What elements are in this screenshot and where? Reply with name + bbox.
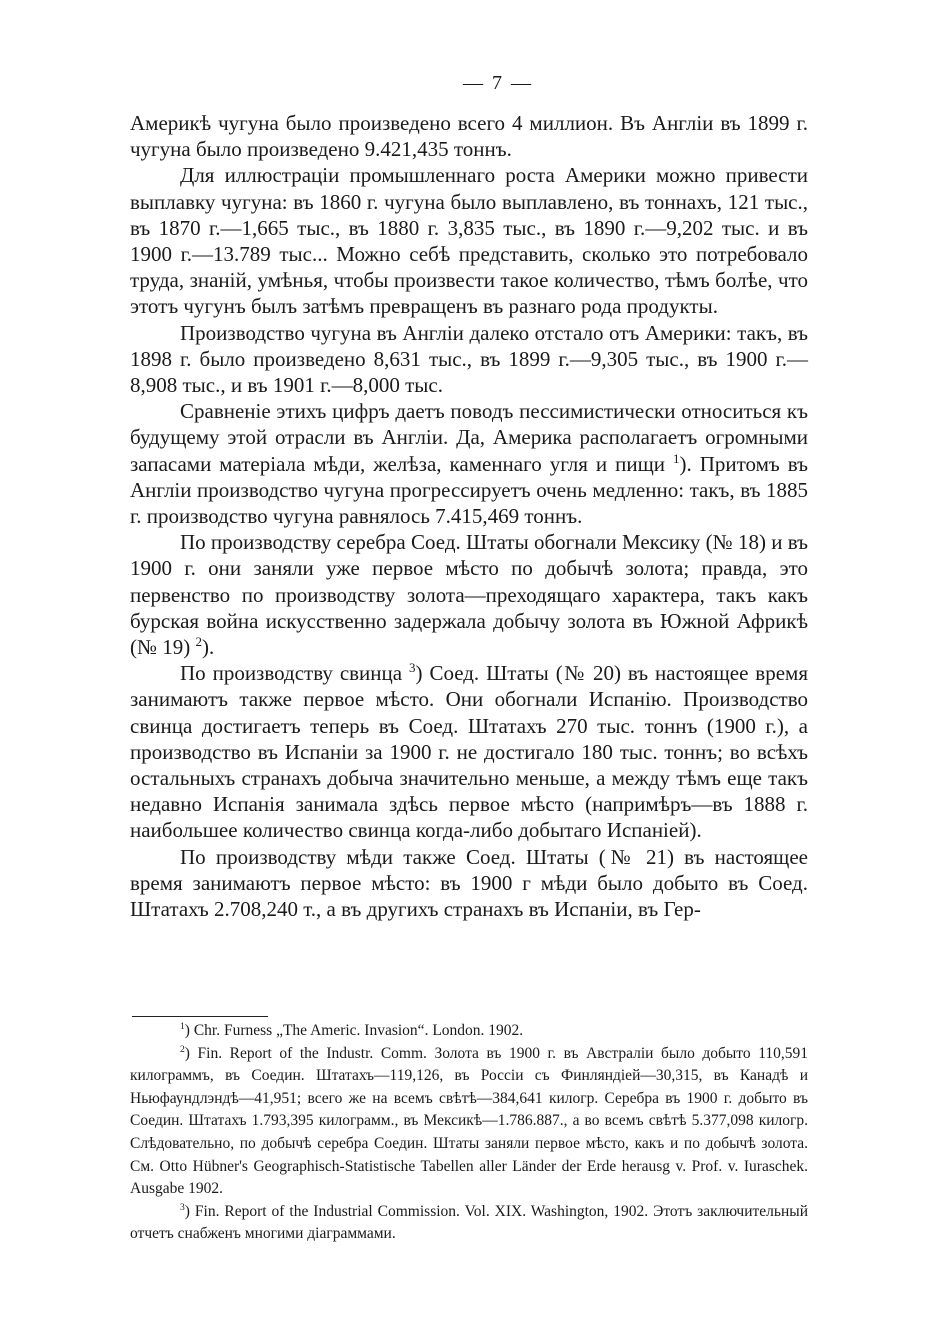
footnote (130, 1201, 808, 1246)
page-number: — 7 — (463, 72, 533, 94)
paragraph-text: По производству серебра Соед. Штаты обогнали Мексику (№ 18) и въ 1900 г. они заняли уже первое мѣсто по добычѣ золота; правда, это первенство по производству золота—преходящаго характера, такъ какъ бурская война искусственно задержала добычу золота въ Южной Африкѣ (№ 19) (130, 530, 808, 660)
paragraph-text: ) Соед. Штаты (№ 20) въ настоящее время занимаютъ также первое мѣсто. Они обогнали Испанію. Производство свинца достигаетъ теперь въ Соед. Штатахъ 270 тыс. тоннъ (1900 г.), а производство въ Испаніи за 1900 г. не достигало 180 тыс. тоннъ; во всѣхъ остальныхъ странахъ добыча значительно меньше, а между тѣмъ еще такъ недавно Испанія занимала здѣсь первое мѣсто (напримѣръ—въ 1888 г. наибольшее количество свинца когда-либо добытаго Испаніей). (130, 661, 808, 843)
footnote-divider (132, 1016, 268, 1017)
paragraph (130, 529, 808, 660)
paragraph-text: ). (202, 635, 215, 660)
footnote-text: ) Fin. Report of the Industrial Commission. Vol. XIX. Washington, 1902. Этотъ заключительный отчетъ снабженъ многими діаграммами. (130, 1202, 808, 1243)
footnote-mark: 1 (180, 1020, 185, 1032)
footnote-mark: 2 (180, 1043, 185, 1055)
paragraph: Америкѣ чугуна было произведено всего 4 миллион. Въ Англіи въ 1899 г. чугуна было произведено 9.421,435 тоннъ. (130, 111, 808, 162)
footnote-ref[interactable]: 1 (672, 450, 680, 466)
footnote-text: ) Chr. Furness „The Americ. Invasion“. London. 1902. (184, 1022, 524, 1039)
footnote-text: ) Fin. Report of the Industr. Comm. Золота въ 1900 г. въ Австраліи было добыто 110,591 килограммъ, въ Соедин. Штатахъ—119,126, въ Россіи съ Финляндіей—30,315, въ Канадѣ и Ньюфаундлэндѣ—41,951; всего же на всемъ свѣтѣ—384,641 килогр. Серебра въ 1900 г. добыто въ Соедин. Штатахъ 1.793,395 килограмм., въ Мексикѣ—1.786.887., а во всемъ свѣтѣ 5.377,098 килогр. Слѣдовательно, по добычѣ серебра Соедин. Штаты заняли первое мѣсто, какъ и по добычѣ золота. См. Otto Hübner's Geographisch-Statistische Tabellen aller Länder der Erde herausg v. Prof. v. Iuraschek. Ausgabe 1902. (130, 1044, 808, 1198)
footnote-ref[interactable]: 3 (409, 660, 416, 676)
footnote-ref[interactable]: 2 (195, 634, 203, 650)
footnote (130, 1020, 808, 1043)
paragraph: По производству мѣди также Соед. Штаты (№ 21) въ настоящее время занимаютъ первое мѣсто: въ 1900 г мѣди было добыто въ Соед. Штатахъ 2.708,240 т., а въ другихъ странахъ въ Испаніи, въ Гер- (130, 844, 808, 922)
paragraph (130, 398, 808, 529)
paragraph (130, 660, 808, 843)
paragraph: Для иллюстраціи промышленнаго роста Америки можно привести выплавку чугуна: въ 1860 г. чугуна было выплавлено, въ тоннахъ, 121 тыс., въ 1870 г.—1,665 тыс., въ 1880 г. 3,835 тыс., въ 1890 г.—9,202 тыс. и въ 1900 г.—13.789 тыс... Можно себѣ представить, сколько это потребовало труда, знаній, умѣнья, чтобы произвести такое количество, тѣмъ болѣе, что этотъ чугунъ былъ затѣмъ превращенъ въ разнаго рода продукты. (130, 163, 808, 319)
paragraph-text: Сравненіе этихъ цифръ даетъ поводъ пессимистически относиться къ будущему этой отрасли въ Англіи. Да, Америка располагаетъ огромными запасами матеріала мѣди, желѣза, каменнаго угля и пищи (130, 399, 808, 476)
footnotes (130, 1020, 808, 1246)
paragraph-text: По производству свинца (180, 661, 410, 686)
footnote (130, 1043, 808, 1201)
footnote-mark: 3 (180, 1201, 185, 1213)
paragraph-text: ). Притомъ въ Англіи производство чугуна прогрессируетъ очень медленно: такъ, въ 1885 г. производство чугуна равнялось 7.415,469 тоннъ. (130, 451, 809, 529)
paragraph: Производство чугуна въ Англіи далеко отстало отъ Америки: такъ, въ 1898 г. было произведено 8,631 тыс., въ 1899 г.—9,305 тыс., въ 1900 г.—8,908 тыс., и въ 1901 г.—8,000 тыс. (130, 320, 808, 398)
main-text (130, 110, 808, 922)
